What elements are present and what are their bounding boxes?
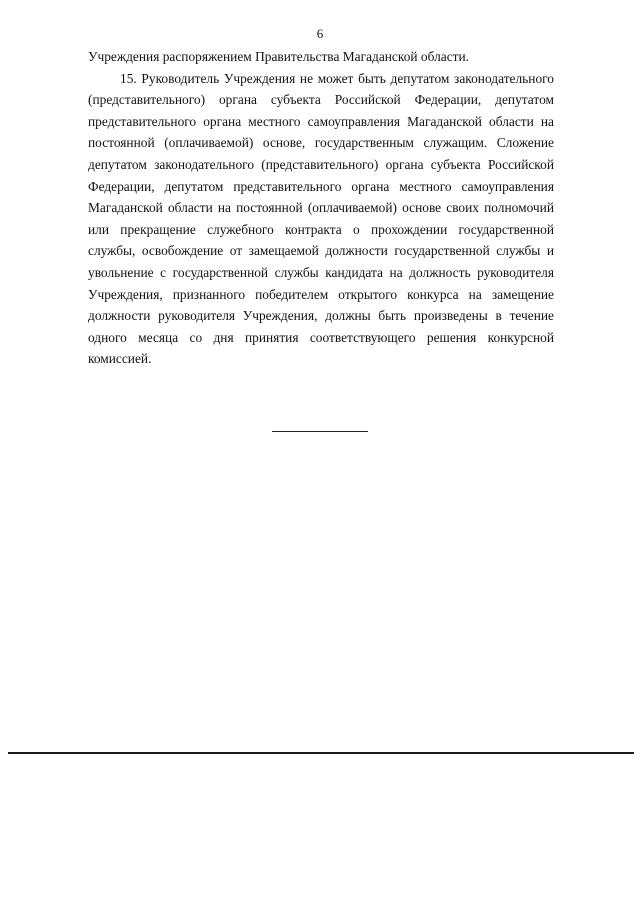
scan-edge-line: [8, 752, 634, 754]
page-number: 6: [316, 26, 324, 41]
document-body: [88, 46, 554, 370]
end-of-text-rule: [272, 431, 368, 432]
paragraph-15: 15. Руководитель Учреждения не может быть депутатом законодательного (представительного) органа субъекта Российской Федерации, депутатом представительного органа местного самоуправления Магаданской области на постоянной (оплачиваемой) основе, государственным служащим. Сложение депутатом законодательного (представительного) органа субъекта Российской Федерации, депутатом представительного органа местного самоуправления Магаданской области на постоянной (оплачиваемой) основе своих полномочий или прекращение служебного контракта о прохождении государственной службы, освобождение от замещаемой должности государственной службы и увольнение с государственной службы кандидата на должность руководителя Учреждения, признанного победителем открытого конкурса на замещение должности руководителя Учреждения, должны быть произведены в течение одного месяца со дня принятия соответствующего решения конкурсной комиссией.: [88, 70, 554, 367]
continuation-paragraph: Учреждения распоряжением Правительства Магаданской области.: [88, 49, 470, 64]
